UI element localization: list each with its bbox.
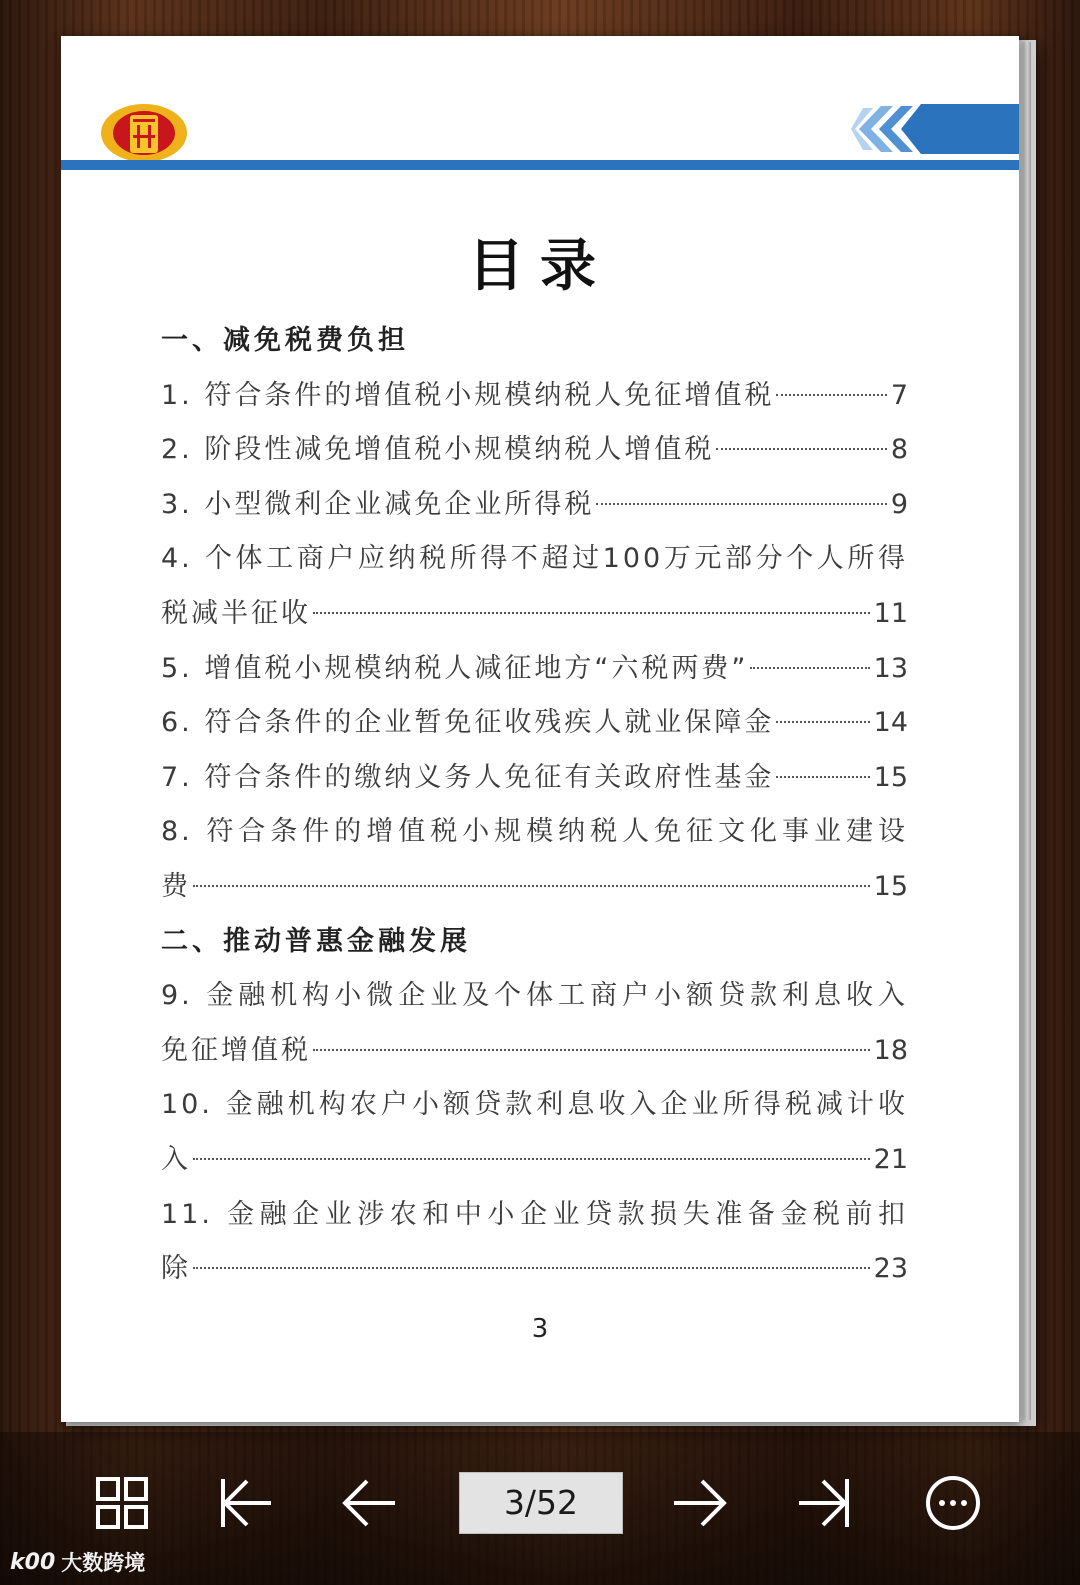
toc-entry: [161, 478, 908, 533]
toc-entry: [161, 696, 908, 751]
prev-page-icon[interactable]: [334, 1468, 404, 1538]
next-page-icon[interactable]: [665, 1468, 735, 1538]
toc-leader-dots: [750, 667, 869, 669]
toc-entry-text: 4. 个体工商户应纳税所得不超过100万元部分个人所得: [161, 543, 908, 575]
toc-leader-dots: [776, 721, 869, 723]
toc-page-number: 9: [890, 488, 908, 520]
toc-entry: [161, 860, 908, 915]
toc-leader-dots: [596, 503, 886, 505]
toc-entry: [161, 1242, 908, 1297]
toc-entry-text: 入: [161, 1143, 191, 1175]
toc-leader-dots: [313, 1049, 870, 1051]
toc-entry: [161, 532, 908, 587]
toc-page-number: 13: [873, 652, 908, 684]
toc-entry-text: 7. 符合条件的缴纳义务人免征有关政府性基金: [161, 761, 775, 793]
toc-entry-text: 费: [161, 870, 191, 902]
toc-entry: [161, 1133, 908, 1188]
toc-page-number: 8: [890, 434, 908, 466]
page-indicator[interactable]: 3/52: [459, 1472, 623, 1534]
toc-entry-text: 10. 金融机构农户小额贷款利息收入企业所得税减计收: [161, 1089, 908, 1121]
toc-leader-dots: [776, 776, 869, 778]
watermark-text: 大数跨境: [61, 1551, 146, 1575]
more-icon[interactable]: [918, 1468, 988, 1538]
toc-page-number: 14: [873, 707, 908, 739]
toc-page-number: 15: [873, 870, 908, 902]
toc-entry: [161, 587, 908, 642]
watermark-logo: k00: [10, 1549, 56, 1575]
toc-entry-text: 6. 符合条件的企业暂免征收残疾人就业保障金: [161, 707, 775, 739]
toc-entry: [161, 751, 908, 806]
toc-entry-text: 1. 符合条件的增值税小规模纳税人免征增值税: [161, 379, 775, 411]
header-chevron-banner: [851, 104, 1019, 154]
toc-page-number: 18: [873, 1034, 908, 1066]
toc-leader-dots: [313, 612, 870, 614]
toc-entry: [161, 642, 908, 697]
page-stack-edge: [1019, 42, 1031, 1420]
toc-page-number: 11: [873, 597, 908, 629]
toc-entry-text: 一、减免税费负担: [161, 325, 409, 356]
toc-page-number: 21: [873, 1143, 908, 1175]
toc-leader-dots: [193, 1267, 870, 1269]
grid-icon[interactable]: [87, 1468, 157, 1538]
last-page-icon[interactable]: [790, 1468, 860, 1538]
toc-entry: [161, 369, 908, 424]
document-page: [61, 36, 1019, 1422]
toc-entry-text: 11. 金融企业涉农和中小企业贷款损失准备金税前扣: [161, 1198, 908, 1230]
tax-emblem-logo: [99, 98, 189, 168]
toc-page-number: 15: [873, 761, 908, 793]
toc-entry: [161, 1078, 908, 1133]
toc-entry-text: 除: [161, 1253, 191, 1285]
toc-entry-text: 二、推动普惠金融发展: [161, 925, 471, 957]
toc-page-number: 23: [873, 1253, 908, 1285]
toc-entry: [161, 969, 908, 1024]
page-number: 3: [531, 1314, 549, 1344]
toc-leader-dots: [193, 885, 870, 887]
toc-leader-dots: [716, 448, 886, 450]
toc-entry: [161, 1024, 908, 1079]
toc-leader-dots: [193, 1158, 870, 1160]
toc-entry-text: 免征增值税: [161, 1034, 311, 1066]
toc-page-number: 7: [890, 379, 908, 411]
toc-entry-text: 9. 金融机构小微企业及个体工商户小额贷款利息收入: [161, 980, 908, 1012]
toc-entry: [161, 1188, 908, 1243]
table-of-contents: [161, 314, 908, 1297]
toc-entry: [161, 805, 908, 860]
watermark: [10, 1545, 145, 1579]
toc-entry-text: 3. 小型微利企业减免企业所得税: [161, 488, 595, 520]
page-title: 目录: [468, 233, 612, 299]
toc-entry-text: 税减半征收: [161, 597, 311, 629]
toc-section-heading: [161, 915, 908, 970]
toc-entry-text: 8. 符合条件的增值税小规模纳税人免征文化事业建设: [161, 816, 908, 848]
toc-entry: [161, 423, 908, 478]
toc-leader-dots: [776, 394, 886, 396]
toc-entry-text: 2. 阶段性减免增值税小规模纳税人增值税: [161, 434, 715, 466]
toc-entry-text: 5. 增值税小规模纳税人减征地方“六税两费”: [161, 652, 749, 684]
header-rule: [61, 160, 1019, 170]
first-page-icon[interactable]: [210, 1468, 280, 1538]
toc-section-heading: [161, 314, 908, 369]
